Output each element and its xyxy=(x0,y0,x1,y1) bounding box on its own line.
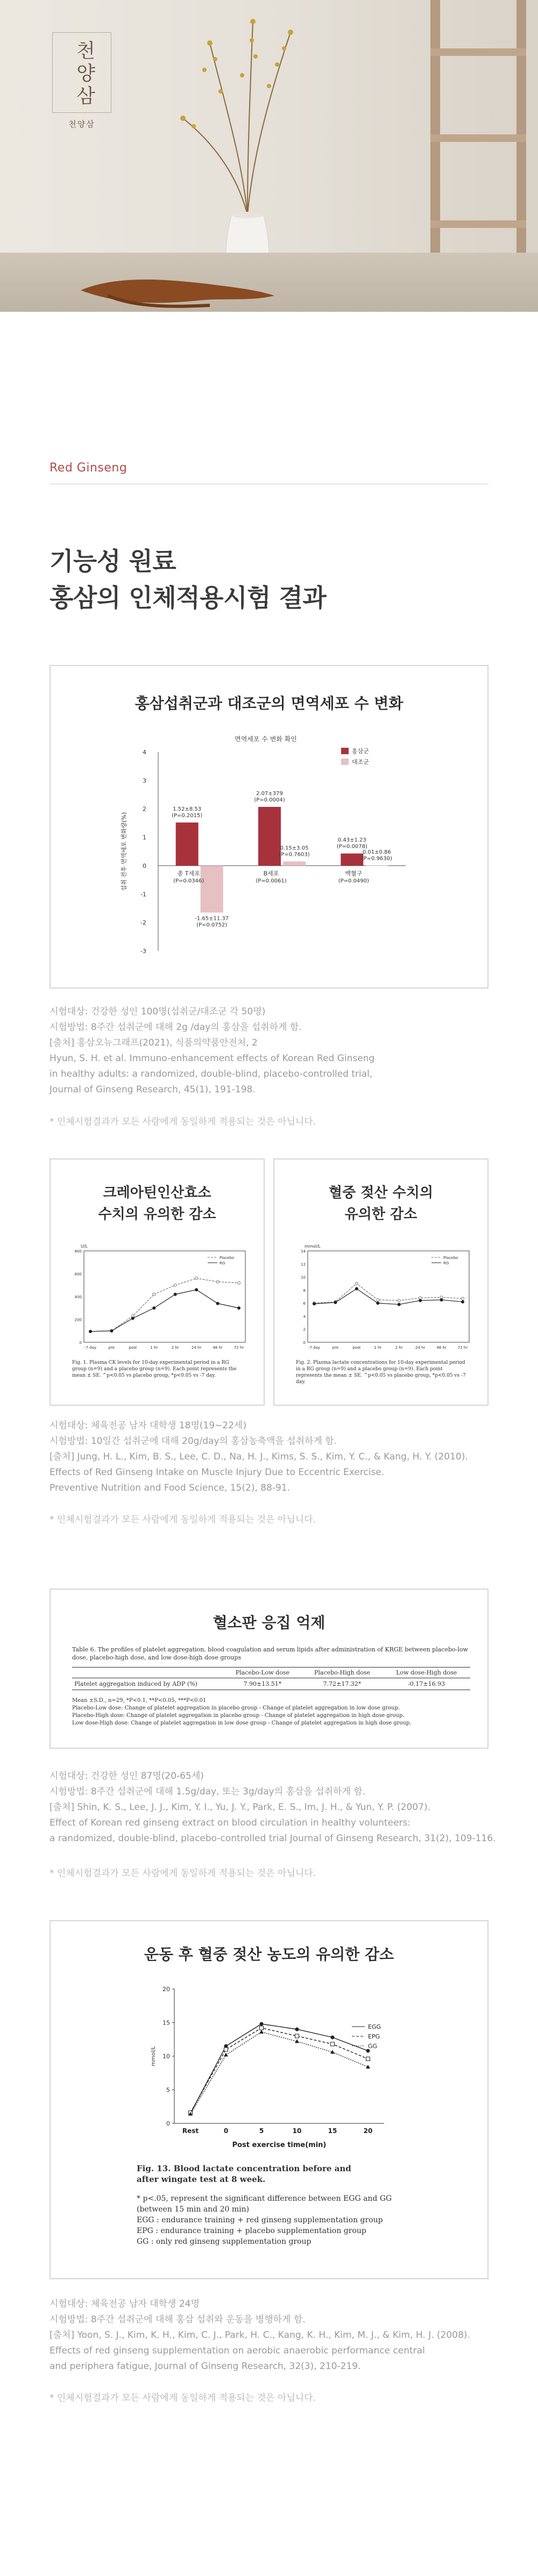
study4-disclaimer: * 인체시험결과가 모든 사람에게 동일하게 적용되는 것은 아닙니다. xyxy=(49,2393,316,2403)
immune-cell-card xyxy=(49,665,489,989)
category-p-label: (P=0.0346) xyxy=(173,878,204,884)
lactate-card-title xyxy=(274,1182,487,1225)
x-tick-label: 0 xyxy=(223,2127,229,2135)
legend-label: EGG xyxy=(368,2023,381,2030)
x-tick-label: Rest xyxy=(182,2127,199,2135)
study-note-line: [출처] Shin, K. S., Lee, J. J., Kim, Y. I., Yu, J. Y., Park, E. S., Im, J. H., & Yun, Y. P. (2007). xyxy=(49,1802,431,1813)
legend-label: 대조군 xyxy=(352,759,369,765)
data-point xyxy=(331,2036,335,2040)
study3-notes xyxy=(49,1769,495,1847)
y-tick-label: 400 xyxy=(74,1295,82,1299)
y-tick-label: 3 xyxy=(143,777,146,784)
y-tick-label: 200 xyxy=(74,1318,82,1322)
y-tick-label: 5 xyxy=(166,2086,170,2094)
x-axis-label: Post exercise time(min) xyxy=(232,2141,327,2149)
y-tick-label: 15 xyxy=(162,2019,170,2027)
ck-fig-caption: Fig. 1. Plasma CK levels for 10-day experimental period in a RG group (n=9) and a placebo group (n=9). Each point represents the mean ± SE. ^p<0.05 vs placebo group, *p<0.05 vs -7 day. xyxy=(72,1360,237,1378)
x-tick-label: post xyxy=(352,1346,361,1350)
ck-card xyxy=(49,1158,265,1406)
data-point xyxy=(331,2042,335,2046)
study3-disclaimer: * 인체시험결과가 모든 사람에게 동일하게 적용되는 것은 아닙니다. xyxy=(49,1868,316,1879)
x-tick-label: 24 hr xyxy=(191,1346,202,1350)
category-p-label: (P=0.0061) xyxy=(256,878,287,884)
study4-notes xyxy=(49,2296,470,2374)
x-tick-label: pre xyxy=(332,1346,339,1350)
legend-swatch xyxy=(341,759,349,765)
data-point xyxy=(174,1293,176,1296)
study-note-line: [출처] 홍삼오뉴그래프(2021), 식품의약품안전처, 2 xyxy=(49,1037,258,1048)
y-axis-label: U/L xyxy=(81,1244,88,1249)
series-line xyxy=(190,2032,368,2114)
data-point xyxy=(260,2022,264,2026)
lactate-card-title-line-2: 유의한 감소 xyxy=(344,1206,417,1222)
table-footnote: Placebo-Low dose: Change of platelet aggregation in placebo group - Change of platelet aggregation in low dose group. xyxy=(72,1705,400,1711)
ginseng-root-illustration xyxy=(75,258,280,312)
lactate-chart xyxy=(286,1240,478,1358)
data-point xyxy=(419,1299,422,1302)
data-point xyxy=(398,1303,400,1306)
bar-p-label: (P=0.7603) xyxy=(279,851,310,858)
table-cell: Platelet aggregation induced by ADP (%) xyxy=(74,1680,197,1687)
data-point xyxy=(238,1282,240,1284)
data-point xyxy=(195,1289,198,1291)
series-line xyxy=(90,1278,239,1332)
table-row xyxy=(72,1678,470,1690)
bar xyxy=(365,865,388,866)
x-tick-label: 2 hr xyxy=(395,1346,403,1350)
series-line xyxy=(190,2024,368,2113)
immune-cell-chart xyxy=(104,731,438,967)
table-header-cell: Placebo-Low dose xyxy=(235,1669,290,1676)
x-tick-label: 15 xyxy=(328,2127,337,2135)
x-tick-label: 5 xyxy=(259,2127,264,2135)
table-footnote: Placebo-High dose: Change of platelet aggregation in placebo group - Change of platelet aggregation in high dose group. xyxy=(72,1713,405,1719)
y-tick-label: 2 xyxy=(303,1327,306,1332)
legend-note: * p<.05, represent the significant difference between EGG and GG (between 15 min and 20 min) xyxy=(137,2194,392,2214)
post-exercise-lactate-chart xyxy=(131,1978,411,2156)
lactate-card xyxy=(273,1158,489,1406)
post-exercise-fig-caption: Fig. 13. Blood lactate concentration before and after wingate test at 8 week. xyxy=(137,2164,351,2184)
legend-label: EPG xyxy=(368,2033,380,2040)
data-point xyxy=(334,1301,337,1304)
data-point xyxy=(295,2028,299,2031)
bar-p-label: (P=0.2015) xyxy=(172,813,203,819)
y-tick-label: 20 xyxy=(162,1986,170,1993)
study-note-line: and periphera fatigue, Journal of Ginseng Research, 32(3), 210-219. xyxy=(49,2361,361,2372)
data-point xyxy=(153,1293,155,1296)
data-point xyxy=(195,1277,198,1280)
data-point xyxy=(224,2048,228,2051)
study-note-line: 시험대상: 체육전공 남자 대학생 24명 xyxy=(49,2299,200,2309)
y-tick-label: 4 xyxy=(303,1314,306,1319)
platelet-table-header-row xyxy=(72,1668,470,1678)
table-cell: 7.72±17.32* xyxy=(323,1680,362,1687)
y-axis-label: mmol/L xyxy=(151,2046,157,2066)
study-note-line: in healthy adults: a randomized, double-blind, placebo-controlled trial, xyxy=(49,1069,373,1079)
x-tick-label: -7 day xyxy=(84,1346,97,1350)
table-footnote: Mean ±S.D., n=29, *P<0.1, **P<0.05, ***P<0.01 xyxy=(72,1698,207,1704)
page-title-line-1: 기능성 원료 xyxy=(49,547,176,576)
category-label: B세포 xyxy=(263,870,279,877)
data-point xyxy=(398,1299,400,1302)
data-point xyxy=(419,1297,422,1299)
bar-value-label: 1.52±8.53 xyxy=(173,806,202,813)
table-footnote: Low dose-High dose: Change of platelet aggregation in low dose group - Change of platelet aggregation in high dose group. xyxy=(72,1720,412,1726)
data-point xyxy=(462,1300,464,1303)
data-point xyxy=(153,1307,155,1310)
study-note-line: 시험대상: 체육전공 남자 대학생 18명(19~22세) xyxy=(49,1420,247,1431)
data-point xyxy=(216,1280,219,1283)
bar-p-label: (P=0.0752) xyxy=(196,922,228,928)
study1-disclaimer: * 인체시험결과가 모든 사람에게 동일하게 적용되는 것은 아닙니다. xyxy=(49,1117,316,1127)
y-tick-label: -1 xyxy=(140,891,146,898)
logo-mark xyxy=(52,32,111,113)
data-point xyxy=(377,1302,379,1305)
platelet-card xyxy=(49,1588,489,1749)
platelet-table-footnotes xyxy=(72,1697,470,1727)
data-point xyxy=(224,2053,228,2057)
table-header-cell: Placebo-High dose xyxy=(314,1669,371,1676)
bar xyxy=(341,854,363,866)
immune-cell-card-title: 홍삼섭취군과 대조군의 면역세포 수 변화 xyxy=(134,695,404,712)
x-tick-label: 1 hr xyxy=(374,1346,382,1350)
y-tick-label: 2 xyxy=(143,805,146,813)
legend-label: Placebo xyxy=(220,1256,235,1260)
table-cell: -0.17±16.93 xyxy=(408,1680,445,1687)
category-label: 백혈구 xyxy=(345,870,363,877)
data-point xyxy=(462,1297,464,1300)
bar-p-label: (P=0.9630) xyxy=(361,855,392,862)
data-point xyxy=(295,2034,299,2038)
ck-chart xyxy=(62,1240,254,1358)
category-p-label: (P=0.0490) xyxy=(338,878,369,884)
logo-mark-text: 천양삼 xyxy=(73,40,95,108)
post-exercise-legend-notes xyxy=(137,2193,395,2247)
legend-note: GG : only red ginseng supplementation group xyxy=(137,2237,312,2246)
bar-value-label: -1.65±11.37 xyxy=(195,915,229,922)
data-point xyxy=(260,2026,264,2030)
study-note-line: Journal of Ginseng Research, 45(1), 191-198. xyxy=(49,1084,256,1095)
y-tick-label: 0 xyxy=(143,862,146,870)
data-point xyxy=(89,1330,92,1333)
y-tick-label: -2 xyxy=(140,919,146,927)
data-point xyxy=(355,1282,358,1285)
y-tick-label: 8 xyxy=(303,1288,306,1293)
table-header-cell: Low dose-High dose xyxy=(396,1669,457,1676)
study-note-line: Effects of Red Ginseng Intake on Muscle Injury Due to Eccentric Exercise. xyxy=(49,1467,385,1478)
bar xyxy=(258,807,281,865)
legend-label: GG xyxy=(368,2043,378,2050)
y-tick-label: 0 xyxy=(79,1341,82,1345)
legend-swatch xyxy=(341,748,349,754)
data-point xyxy=(110,1329,113,1332)
study-note-line: 시험대상: 건강한 성인 100명(섭취군/대조군 각 50명) xyxy=(49,1006,266,1017)
bar-value-label: 2.07±379 xyxy=(256,791,283,797)
brand-logo xyxy=(49,32,114,130)
x-tick-label: 1 hr xyxy=(150,1346,158,1350)
x-tick-label: 72 hr xyxy=(233,1346,244,1350)
chart-title: 면역세포 수 변화 확인 xyxy=(235,735,297,743)
platelet-table xyxy=(72,1667,470,1690)
study-note-line: Hyun, S. H. et al. Immuno-enhancement effects of Korean Red Ginseng xyxy=(49,1053,375,1064)
data-point xyxy=(216,1302,219,1305)
study-note-line: 시험대상: 건강한 성인 87명(20-65세) xyxy=(49,1771,204,1781)
bar xyxy=(283,862,306,866)
bar-p-label: (P=0.0078) xyxy=(336,843,367,850)
data-point xyxy=(377,1299,379,1301)
study-note-line: a randomized, double-blind, placebo-controlled trial Journal of Ginseng Research, 31(2), 109-116. xyxy=(49,1833,496,1844)
study-note-line: 시험방법: 8주간 섭취군에 대해 1.5g/day, 또는 3g/day의 홍삼을 섭취하게 함. xyxy=(49,1786,366,1797)
x-tick-label: pre xyxy=(108,1346,115,1350)
legend-label: RG xyxy=(443,1261,449,1265)
wooden-shelf-illustration xyxy=(409,0,538,280)
x-tick-label: -7 day xyxy=(308,1346,321,1350)
study-note-line: Preventive Nutrition and Food Science, 15(2), 88-91. xyxy=(49,1483,291,1493)
data-point xyxy=(238,1307,240,1310)
legend-label: Placebo xyxy=(443,1256,458,1260)
study-note-line: 시험방법: 8주간 섭취군에 대해 홍삼 섭취와 운동을 병행하게 함. xyxy=(49,2314,306,2325)
legend-note: EGG : endurance training + red ginseng supplementation group xyxy=(137,2216,383,2224)
x-tick-label: 2 hr xyxy=(171,1346,179,1350)
table-header-cell xyxy=(72,1668,223,1678)
y-tick-label: 800 xyxy=(74,1249,82,1254)
page-title xyxy=(49,543,326,616)
data-point xyxy=(440,1296,443,1299)
post-exercise-card-title: 운동 후 혈중 젖산 농도의 유의한 감소 xyxy=(144,1945,394,1963)
series-line xyxy=(90,1290,239,1332)
post-exercise-lactate-card xyxy=(49,1920,489,2279)
bar-p-label: (P=0.0004) xyxy=(254,797,285,804)
y-tick-label: 600 xyxy=(74,1272,82,1277)
y-tick-label: 0 xyxy=(166,2120,170,2127)
y-tick-label: -3 xyxy=(140,948,146,955)
data-point xyxy=(174,1284,176,1286)
page-title-line-2: 홍삼의 인체적용시험 결과 xyxy=(49,583,327,612)
y-tick-label: 0 xyxy=(303,1341,306,1345)
ck-card-title xyxy=(51,1182,264,1225)
x-tick-label: 48 hr xyxy=(213,1346,223,1350)
category-label: 총 T세포 xyxy=(177,870,200,877)
y-tick-label: 4 xyxy=(143,749,146,756)
lactate-fig-caption: Fig. 2. Plasma lactate concentrations for 10-day experimental period in a RG group (n=9) and a placebo group (n=9). Each point represents the mean ± SE. ^p<0.05 vs placebo group, *p<0.05 vs -7 day. xyxy=(296,1360,466,1385)
legend-label: RG xyxy=(220,1261,225,1265)
bar-value-label: 0.43±1.23 xyxy=(337,837,366,843)
y-tick-label: 14 xyxy=(301,1249,306,1254)
data-point xyxy=(313,1303,316,1305)
x-tick-label: 24 hr xyxy=(415,1346,426,1350)
ck-card-title-line-1: 크레아틴인산효소 xyxy=(103,1185,211,1201)
y-tick-label: 1 xyxy=(143,834,146,841)
x-tick-label: 72 hr xyxy=(457,1346,468,1350)
study-note-line: [출처] Yoon, S. J., Kim, K. H., Kim, C. J., Park, H. C., Kang, K. H., Kim, M. J., & Kim, H. J. (2008). xyxy=(49,2330,470,2341)
data-point xyxy=(355,1287,358,1290)
y-axis-label: 섭취 전후 면역세포 변화량(%) xyxy=(121,812,128,891)
table-cell: 7.90±13.51* xyxy=(243,1680,282,1687)
legend-note: EPG : endurance training + placebo supplementation group xyxy=(137,2227,366,2235)
y-tick-label: 12 xyxy=(301,1262,306,1267)
bar-value-label: 0.01±0.86 xyxy=(362,849,391,855)
platelet-table-caption: Table 6. The profiles of platelet aggregation, blood coagulation and serum lipids after administration of KRGE between placebo-low dose, placebo-high dose, and low dose-high dose groups xyxy=(72,1646,468,1661)
y-tick-label: 10 xyxy=(162,2053,170,2060)
study-note-line: Effect of Korean red ginseng extract on blood circulation in healthy volunteers: xyxy=(49,1817,411,1828)
study-note-line: Effects of red ginseng supplementation on aerobic anaerobic performance central xyxy=(49,2345,425,2356)
y-tick-label: 10 xyxy=(301,1275,306,1280)
study2-notes xyxy=(49,1418,468,1496)
x-tick-label: post xyxy=(129,1346,137,1350)
logo-text: 천양삼 xyxy=(68,119,95,129)
study1-notes xyxy=(49,1004,374,1098)
study2-disclaimer: * 인체시험결과가 모든 사람에게 동일하게 적용되는 것은 아닙니다. xyxy=(49,1514,316,1525)
bar xyxy=(176,822,199,865)
study-note-line: 시험방법: 8주간 섭취군에 대해 2g /day의 홍삼을 섭취하게 함. xyxy=(49,1022,302,1033)
y-tick-label: 6 xyxy=(303,1301,306,1306)
x-tick-label: 48 hr xyxy=(436,1346,447,1350)
legend-label: 홍삼군 xyxy=(352,748,369,755)
ck-card-title-line-2: 수치의 유의한 감소 xyxy=(98,1206,216,1222)
bar xyxy=(201,865,223,912)
y-axis-label: mmol/L xyxy=(305,1244,321,1249)
study-note-line: 시험방법: 10일간 섭취군에 대해 20g/day의 홍삼농축액을 섭취하게 함. xyxy=(49,1436,337,1447)
data-point xyxy=(259,2030,264,2034)
data-point xyxy=(440,1299,443,1301)
data-point xyxy=(131,1317,134,1320)
study-note-line: [출처] Jung, H. L., Kim, B. S., Lee, C. D., Na, H. J., Kims, S. S., Kim, Y. C., & Kang, H. Y. (2010). xyxy=(49,1451,468,1462)
platelet-card-title: 혈소판 응집 억제 xyxy=(213,1614,325,1632)
lactate-card-title-line-1: 혈중 젖산 수치의 xyxy=(329,1185,433,1201)
x-tick-label: 10 xyxy=(292,2127,302,2135)
hero-image xyxy=(0,0,538,312)
x-tick-label: 20 xyxy=(363,2127,373,2135)
data-point xyxy=(366,2057,370,2061)
section-label: Red Ginseng xyxy=(49,461,128,475)
bar-value-label: 0.15±3.05 xyxy=(280,845,309,851)
